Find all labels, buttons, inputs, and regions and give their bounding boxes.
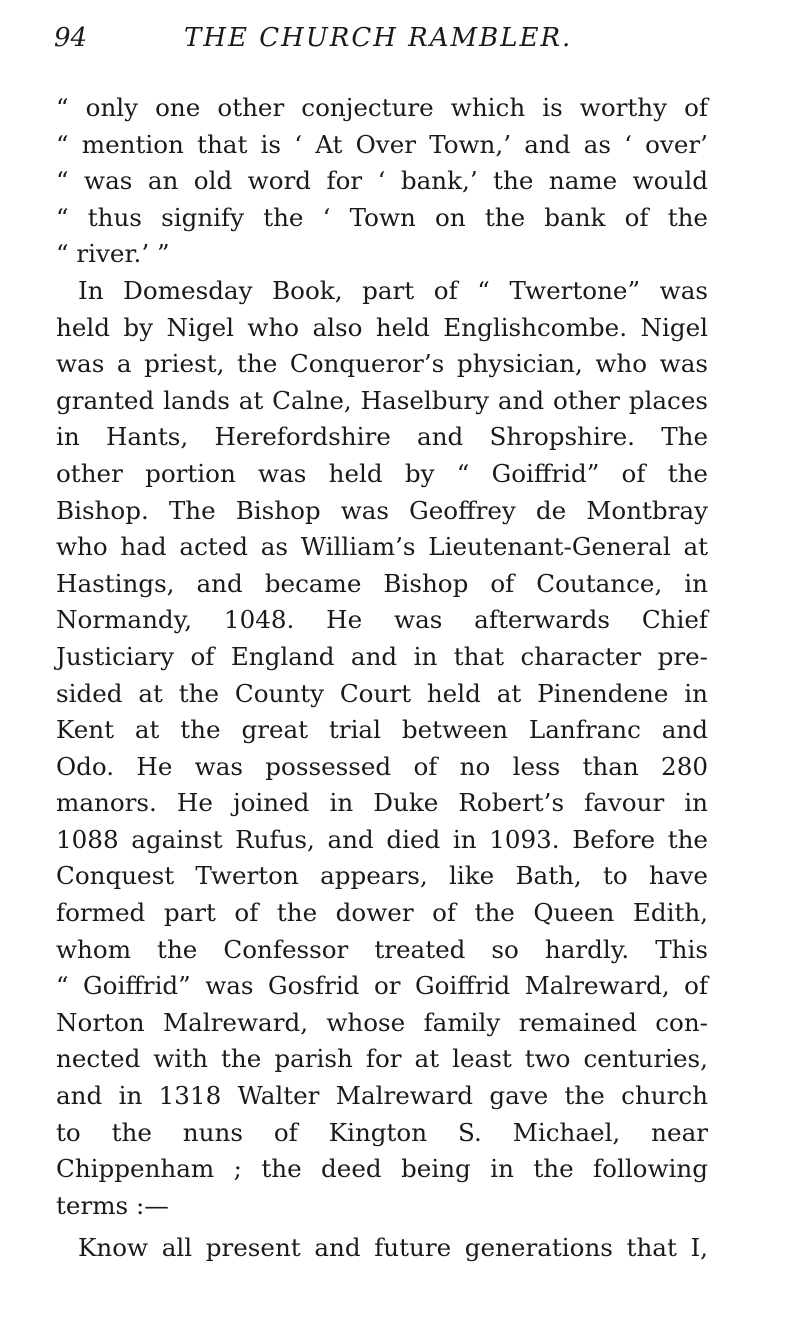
text-line: Bishop. The Bishop was Geoffrey de Montbray bbox=[56, 495, 708, 525]
text-line: in Hants, Herefordshire and Shropshire. The bbox=[56, 422, 708, 452]
body-text bbox=[56, 90, 708, 1267]
text-line: terms :— bbox=[56, 1190, 169, 1220]
text-line: “ thus signify the ‘ Town on the bank of the bbox=[56, 202, 708, 232]
text-line: Norton Malreward, whose family remained con- bbox=[56, 1007, 708, 1037]
text-line: nected with the parish for at least two centuries, bbox=[56, 1044, 708, 1074]
text-line: manors. He joined in Duke Robert’s favour in bbox=[56, 788, 708, 818]
text-line: held by Nigel who also held Englishcombe. Nigel bbox=[56, 312, 708, 342]
text-line: other portion was held by “ Goiffrid” of the bbox=[56, 458, 708, 488]
text-line: “ Goiffrid” was Gosfrid or Goiffrid Malreward, of bbox=[56, 971, 708, 1001]
text-line: Hastings, and became Bishop of Coutance, in bbox=[56, 568, 708, 598]
text-line: “ river.’ ” bbox=[56, 239, 170, 269]
text-line: Odo. He was possessed of no less than 280 bbox=[56, 751, 708, 781]
text-line: In Domesday Book, part of “ Twertone” was bbox=[78, 275, 708, 305]
text-line: Normandy, 1048. He was afterwards Chief bbox=[56, 605, 708, 635]
paragraph-deed bbox=[56, 1230, 708, 1267]
text-line: who had acted as William’s Lieutenant-General at bbox=[56, 532, 708, 562]
running-head bbox=[54, 18, 714, 58]
text-line: 1088 against Rufus, and died in 1093. Before the bbox=[56, 824, 708, 854]
text-line: “ mention that is ‘ At Over Town,’ and as ‘ over’ bbox=[56, 129, 708, 159]
text-line: Chippenham ; the deed being in the following bbox=[56, 1154, 708, 1184]
text-line: and in 1318 Walter Malreward gave the church bbox=[56, 1081, 708, 1111]
paragraph-domesday bbox=[56, 273, 708, 1224]
text-line: whom the Confessor treated so hardly. This bbox=[56, 934, 708, 964]
text-line: formed part of the dower of the Queen Edith, bbox=[56, 898, 708, 928]
page-number: 94 bbox=[54, 23, 88, 53]
running-title: THE CHURCH RAMBLER. bbox=[184, 23, 573, 53]
text-line: “ was an old word for ‘ bank,’ the name would bbox=[56, 166, 708, 196]
text-line: granted lands at Calne, Haselbury and other places bbox=[56, 385, 708, 415]
text-line: “ only one other conjecture which is worthy of bbox=[56, 93, 708, 122]
text-line: Know all present and future generations that I, bbox=[78, 1233, 708, 1263]
paragraph-quote-continuation bbox=[56, 90, 708, 273]
text-line: to the nuns of Kington S. Michael, near bbox=[56, 1117, 708, 1147]
text-line: was a priest, the Conqueror’s physician, who was bbox=[56, 349, 708, 379]
text-line: Justiciary of England and in that character pre- bbox=[56, 641, 708, 671]
text-line: Conquest Twerton appears, like Bath, to have bbox=[56, 861, 708, 891]
text-line: sided at the County Court held at Pinendene in bbox=[56, 678, 708, 708]
text-line: Kent at the great trial between Lanfranc and bbox=[56, 715, 708, 745]
